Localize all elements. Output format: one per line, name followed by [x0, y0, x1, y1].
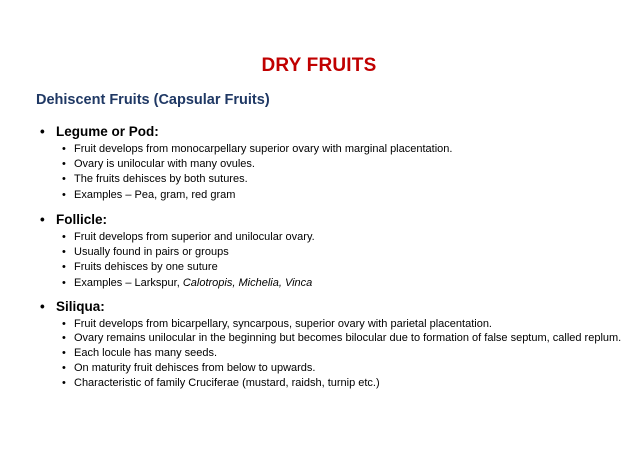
list-item: • Fruit develops from monocarpellary superior ovary with marginal placentation.: [62, 143, 630, 156]
list-item: • Examples – Pea, gram, red gram: [62, 189, 630, 202]
section-follicle: [40, 212, 630, 292]
list-item: • Ovary is unilocular with many ovules.: [62, 158, 630, 171]
list-item: • Fruit develops from bicarpellary, syncarpous, superior ovary with parietal placentation.: [62, 318, 630, 331]
list-item: • Ovary remains unilocular in the beginning but becomes bilocular due to formation of false septum, called replum.: [62, 333, 630, 345]
bullet-list: [40, 318, 630, 390]
list-item: • On maturity fruit dehisces from below to upwards.: [62, 362, 630, 375]
bullet-list: [40, 231, 630, 290]
list-item: • Fruits dehisces by one suture: [62, 261, 630, 274]
list-item: • Usually found in pairs or groups: [62, 246, 630, 259]
example-italic: Calotropis, Michelia, Vinca: [182, 276, 313, 289]
slide-subtitle: Dehiscent Fruits (Capsular Fruits): [36, 92, 270, 108]
example-prefix: Examples – Larkspur,: [74, 276, 183, 289]
section-heading: • Legume or Pod:: [40, 124, 630, 140]
section-heading: • Siliqua:: [40, 299, 630, 315]
slide-title: DRY FRUITS: [261, 55, 377, 76]
list-item: • Each locule has many seeds.: [62, 347, 630, 360]
section-heading: • Follicle:: [40, 212, 630, 228]
bullet-list: [40, 143, 630, 202]
list-item: • Fruit develops from superior and unilocular ovary.: [62, 231, 630, 244]
list-item: • The fruits dehisces by both sutures.: [62, 173, 630, 186]
section-siliqua: [40, 299, 630, 392]
list-item: • Characteristic of family Cruciferae (mustard, raidsh, turnip etc.): [62, 377, 630, 390]
section-legume: [40, 124, 630, 204]
list-item: [62, 277, 630, 290]
